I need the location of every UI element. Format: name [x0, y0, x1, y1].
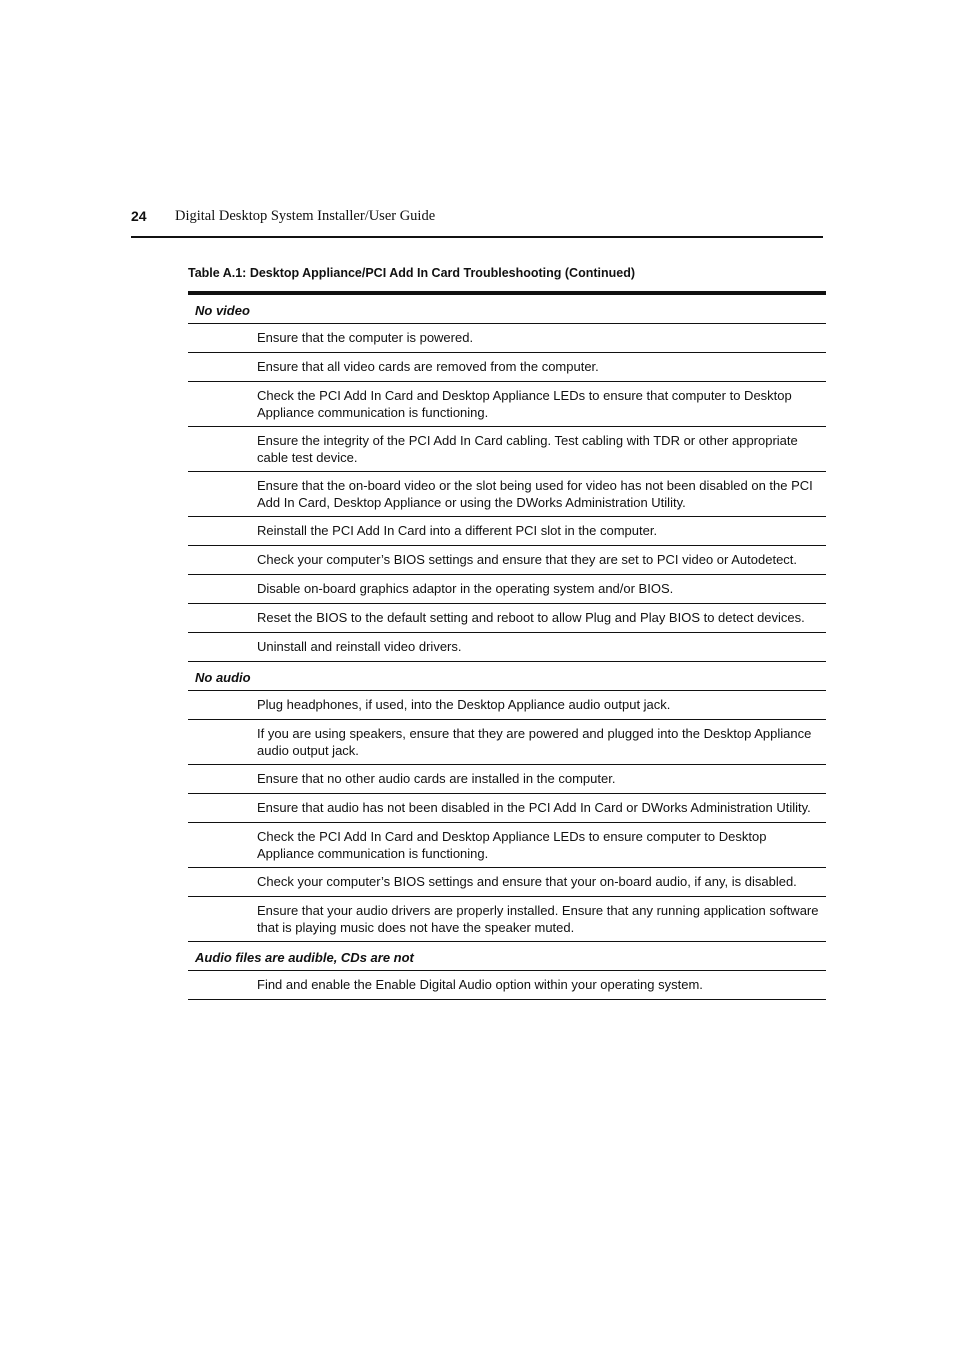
- table-row: [188, 546, 826, 575]
- row-text: Check the PCI Add In Card and Desktop Appliance LEDs to ensure computer to Desktop Appliance communication is functioning.: [257, 829, 767, 861]
- table-row: [188, 823, 826, 868]
- row-text: Ensure that the computer is powered.: [257, 330, 474, 345]
- table-row: [188, 353, 826, 382]
- row-text: Ensure that the on-board video or the slot being used for video has not been disabled on the PCI Add In Card, Desktop Appliance or using the DWorks Administration Utility.: [257, 478, 813, 510]
- table-row: [188, 971, 826, 1000]
- running-title: Digital Desktop System Installer/User Guide: [175, 208, 436, 224]
- table-row: [188, 720, 826, 765]
- page-number: 24: [131, 208, 147, 224]
- table-row: [188, 604, 826, 633]
- row-text: Disable on-board graphics adaptor in the operating system and/or BIOS.: [257, 581, 674, 596]
- troubleshooting-table: [188, 291, 826, 1000]
- row-text: Ensure that audio has not been disabled in the PCI Add In Card or DWorks Administration Utility.: [257, 800, 811, 815]
- row-text: Reinstall the PCI Add In Card into a different PCI slot in the computer.: [257, 523, 658, 538]
- table-row: [188, 382, 826, 427]
- table-row: [188, 691, 826, 720]
- row-text: Check your computer’s BIOS settings and ensure that they are set to PCI video or Autodetect.: [257, 552, 798, 567]
- table-row: [188, 575, 826, 604]
- table-row: [188, 765, 826, 794]
- table-caption: Table A.1: Desktop Appliance/PCI Add In Card Troubleshooting (Continued): [188, 266, 635, 280]
- table-row: [188, 897, 826, 942]
- section-heading-audio-files: Audio files are audible, CDs are not: [188, 942, 826, 971]
- row-text: Uninstall and reinstall video drivers.: [257, 639, 462, 654]
- row-text: Find and enable the Enable Digital Audio option within your operating system.: [257, 977, 703, 992]
- row-text: Reset the BIOS to the default setting and reboot to allow Plug and Play BIOS to detect devices.: [257, 610, 805, 625]
- row-text: Ensure that all video cards are removed from the computer.: [257, 359, 599, 374]
- table-row: [188, 427, 826, 472]
- row-text: Check the PCI Add In Card and Desktop Appliance LEDs to ensure that computer to Desktop Appliance communication is functioning.: [257, 388, 792, 420]
- row-text: Ensure the integrity of the PCI Add In Card cabling. Test cabling with TDR or other appropriate cable test device.: [257, 433, 798, 465]
- table-row: [188, 868, 826, 897]
- section-heading-no-audio: No audio: [188, 662, 826, 691]
- page-header: [131, 206, 823, 238]
- table-row: [188, 517, 826, 546]
- table-row: [188, 633, 826, 662]
- row-text: If you are using speakers, ensure that they are powered and plugged into the Desktop Appliance audio output jack.: [257, 726, 812, 758]
- row-text: Check your computer’s BIOS settings and ensure that your on-board audio, if any, is disabled.: [257, 874, 797, 889]
- table-row: [188, 472, 826, 517]
- section-heading-no-video: No video: [188, 295, 826, 324]
- row-text: Plug headphones, if used, into the Desktop Appliance audio output jack.: [257, 697, 671, 712]
- table-row: [188, 324, 826, 353]
- row-text: Ensure that your audio drivers are properly installed. Ensure that any running application software that is playing music does not have the speaker muted.: [257, 903, 819, 935]
- row-text: Ensure that no other audio cards are installed in the computer.: [257, 771, 616, 786]
- table-row: [188, 794, 826, 823]
